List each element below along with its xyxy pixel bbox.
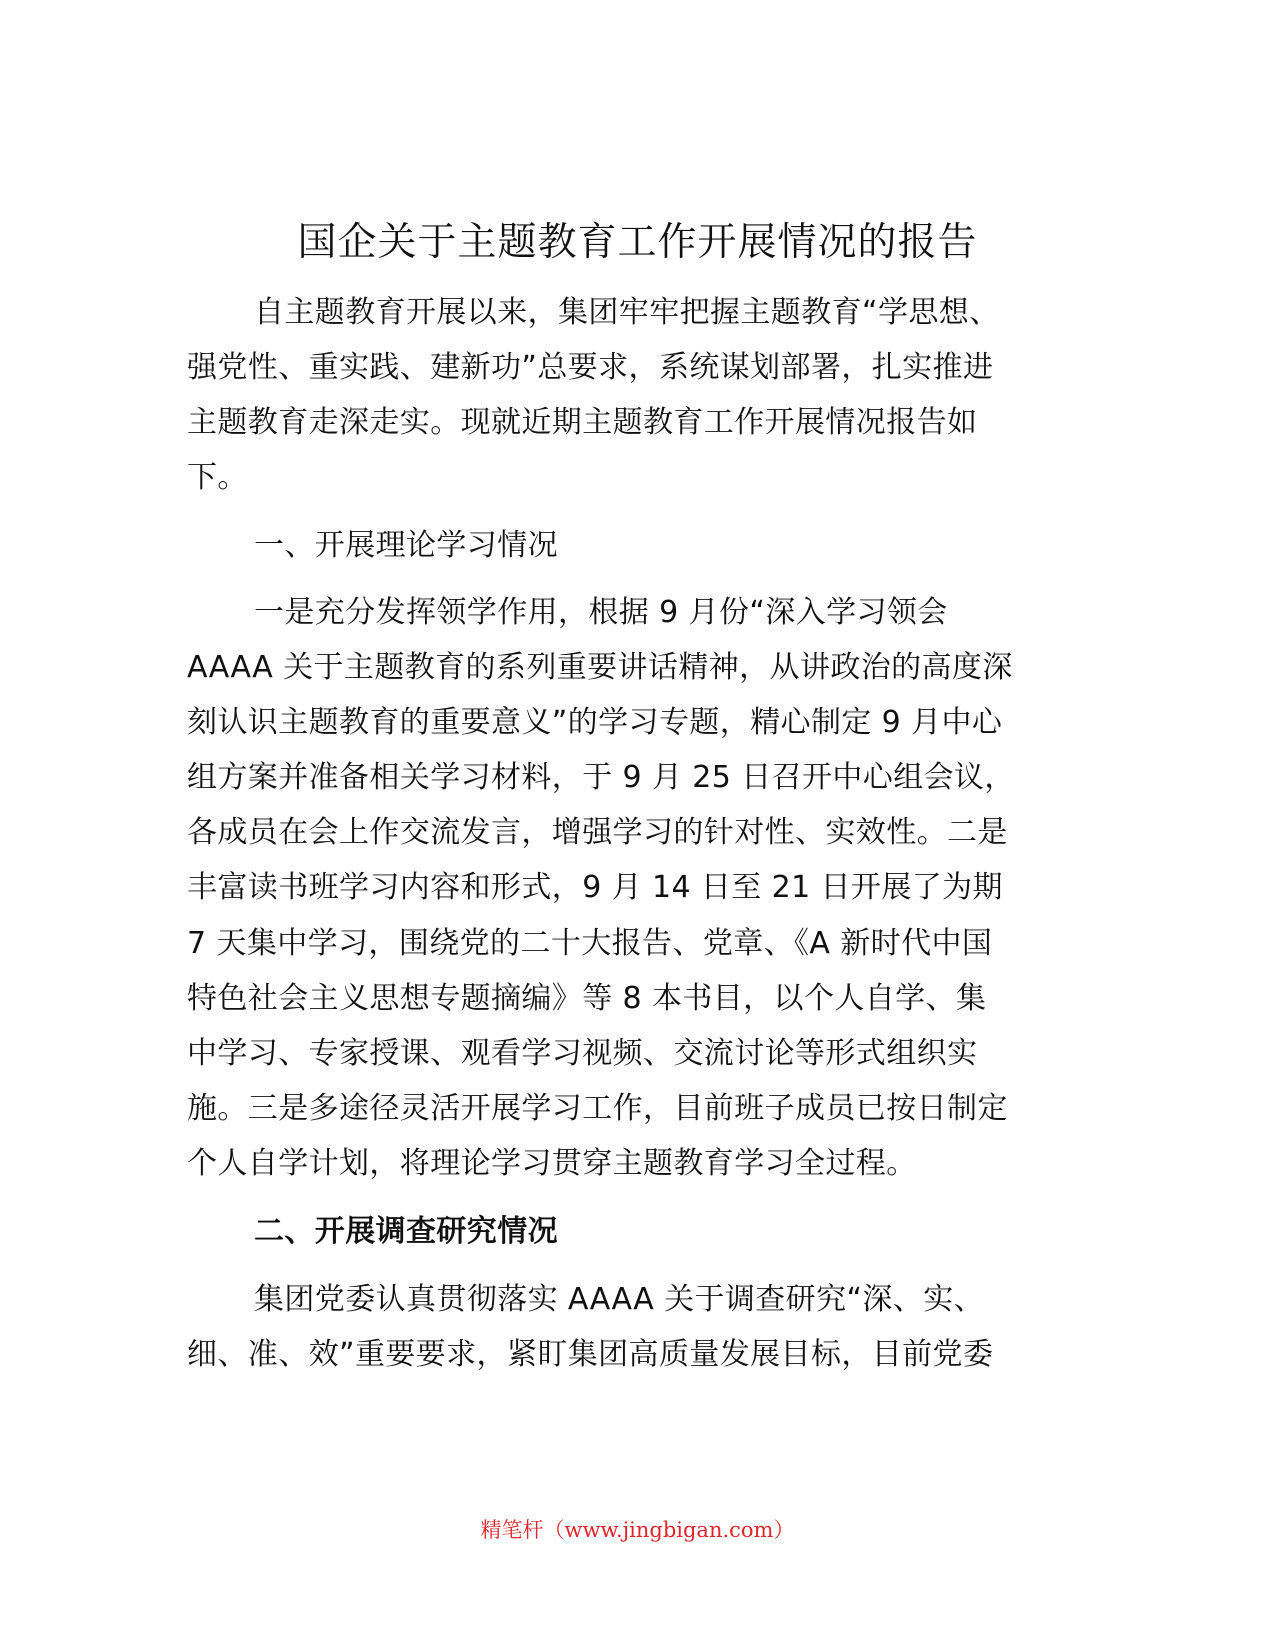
paragraph-line: 施。三是多途径灵活开展学习工作，目前班子成员已按日制定	[187, 1091, 1008, 1126]
paragraph-line: 中学习、专家授课、观看学习视频、交流讨论等形式组织实	[187, 1036, 978, 1071]
section-heading: 二、开展调查研究情况	[254, 1214, 558, 1249]
footer-watermark: 精笔杆（www.jingbigan.com）	[480, 1518, 795, 1542]
paragraph-line: 细、准、效”重要要求，紧盯集团高质量发展目标，目前党委	[187, 1337, 994, 1372]
paragraph-line: 主题教育走深走实。现就近期主题教育工作开展情况报告如	[187, 405, 978, 440]
paragraph-line: 7 天集中学习，围绕党的二十大报告、党章、《A 新时代中国	[187, 926, 993, 961]
paragraph-line: 一是充分发挥领学作用，根据 9 月份“深入学习领会	[254, 595, 948, 630]
paragraph-line: 集团党委认真贯彻落实 AAAA 关于调查研究“深、实、	[254, 1282, 985, 1317]
paragraph-line: 组方案并准备相关学习材料，于 9 月 25 日召开中心组会议，	[187, 760, 1015, 795]
paragraph-line: 刻认识主题教育的重要意义”的学习专题，精心制定 9 月中心	[187, 705, 1003, 740]
paragraph-line: 丰富读书班学习内容和形式，9 月 14 日至 21 日开展了为期	[187, 870, 1003, 905]
paragraph-line: AAAA 关于主题教育的系列重要讲话精神，从讲政治的高度深	[187, 650, 1013, 685]
paragraph-line: 下。	[187, 460, 248, 495]
paragraph-line: 自主题教育开展以来，集团牢牢把握主题教育“学思想、	[254, 295, 1000, 330]
paragraph-line: 特色社会主义思想专题摘编》等 8 本书目，以个人自学、集	[187, 981, 987, 1016]
paragraph-line: 各成员在会上作交流发言，增强学习的针对性、实效性。二是	[187, 815, 1008, 850]
paragraph-line: 个人自学计划，将理论学习贯穿主题教育学习全过程。	[187, 1146, 917, 1181]
section-heading: 一、开展理论学习情况	[254, 528, 558, 563]
document-title: 国企关于主题教育工作开展情况的报告	[297, 220, 978, 265]
paragraph-line: 强党性、重实践、建新功”总要求，系统谋划部署，扎实推进	[187, 350, 994, 385]
